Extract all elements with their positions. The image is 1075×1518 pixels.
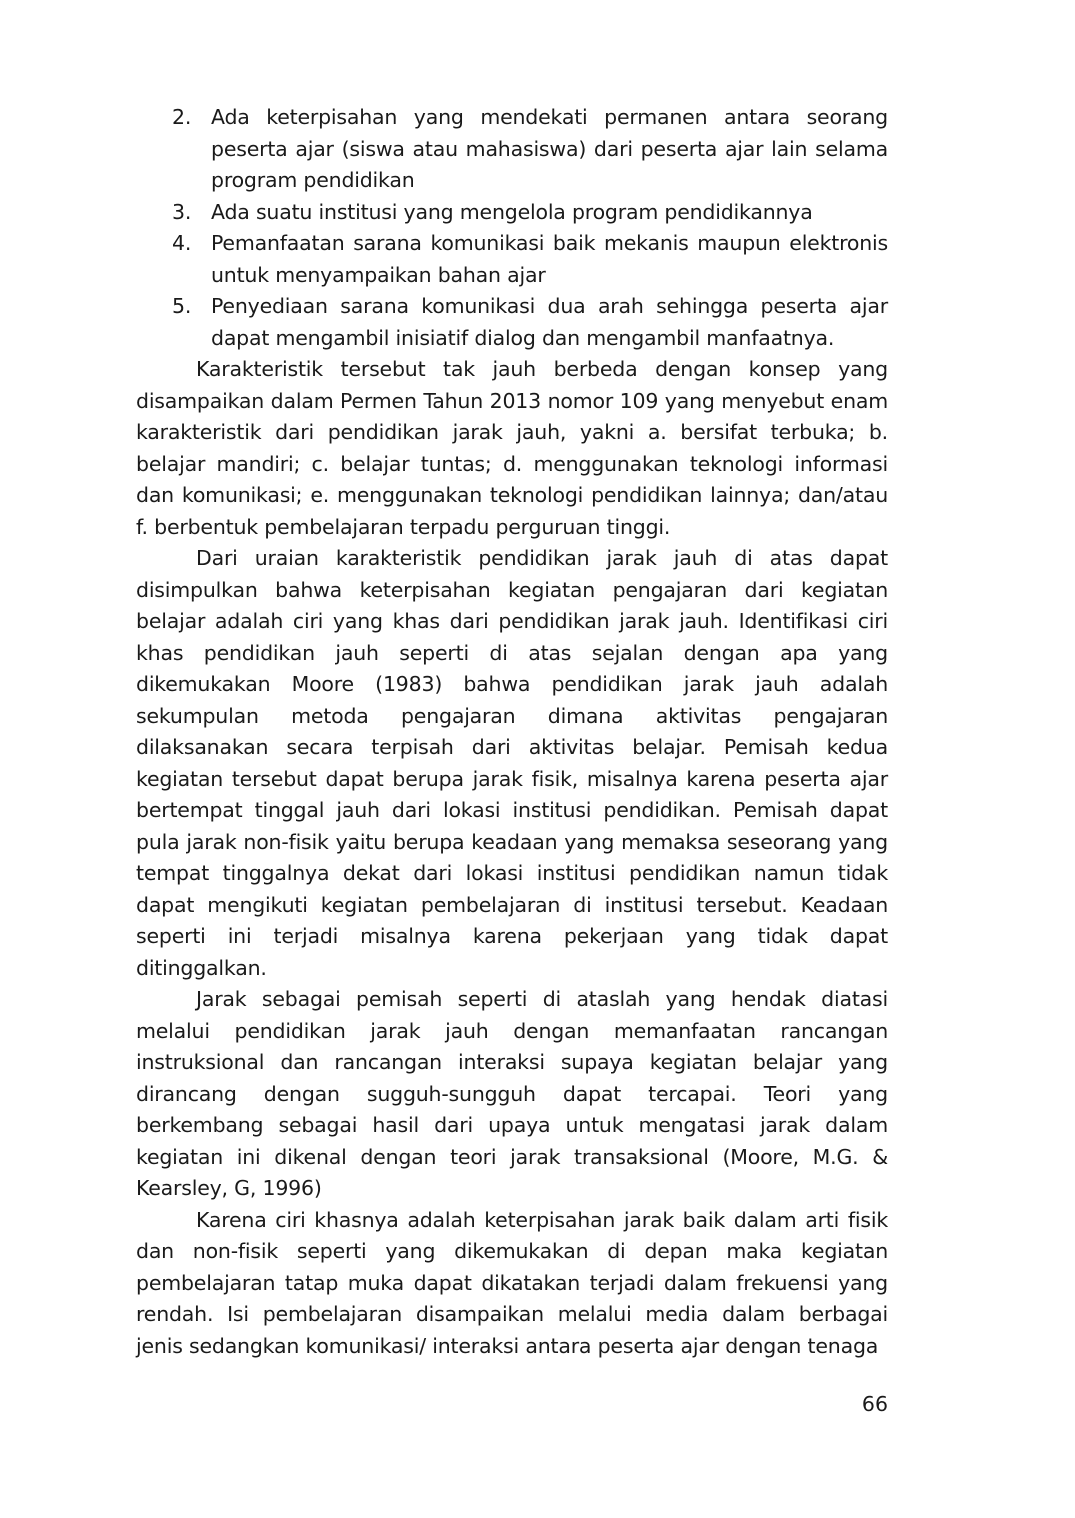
list-item-number: 3. — [172, 199, 192, 224]
list-item-text: Ada keterpisahan yang mendekati permanen antara seorang peserta ajar (siswa atau mahasiswa) dari peserta ajar lain selama program pendidikan — [211, 105, 888, 192]
list-item-number: 4. — [172, 231, 192, 255]
list-item-text: Ada suatu institusi yang mengelola program pendidikannya — [211, 199, 813, 224]
list-item — [136, 291, 888, 354]
page-number: 66 — [861, 1392, 888, 1416]
list-item — [136, 197, 888, 229]
page-body — [136, 102, 888, 1362]
paragraph-face-to-face: Karena ciri khasnya adalah keterpisahan jarak baik dalam arti fisik dan non-fisik seperti yang dikemukakan di depan maka kegiatan pembelajaran tatap muka dapat dikatakan terjadi dalam frekuensi yang rendah. Isi pembelajaran disampaikan melalui media dalam berbagai jenis sedangkan komunikasi/ interaksi antara peserta ajar dengan tenaga — [136, 1207, 888, 1358]
list-item-text: Pemanfaatan sarana komunikasi baik mekanis maupun elektronis untuk menyampaikan bahan ajar — [211, 231, 888, 287]
list-item-text: Penyediaan sarana komunikasi dua arah sehingga peserta ajar dapat mengambil inisiatif dialog dan mengambil manfaatnya. — [211, 294, 888, 350]
paragraph-distance-theory: Jarak sebagai pemisah seperti di ataslah yang hendak diatasi melalui pendidikan jarak jauh dengan memanfaatan rancangan instruksional dan rancangan interaksi supaya kegiatan belajar yang dirancang dengan sugguh-sungguh dapat tercapai. Teori yang berkembang sebagai hasil dari upaya untuk mengatasi jarak dalam kegiatan ini dikenal dengan teori jarak transaksional (Moore, M.G. & Kearsley, G, 1996) — [136, 987, 888, 1200]
list-item — [136, 228, 888, 291]
paragraph-characteristics: Karakteristik tersebut tak jauh berbeda dengan konsep yang disampaikan dalam Permen Tahun 2013 nomor 109 yang menyebut enam karakteristik dari pendidikan jarak jauh, yakni a. bersifat terbuka; b. belajar mandiri; c. belajar tuntas; d. menggunakan teknologi informasi dan komunikasi; e. menggunakan teknologi pendidikan lainnya; dan/atau f. berbentuk pembelajaran terpadu perguruan tinggi. — [136, 357, 888, 539]
list-item-number: 2. — [172, 105, 192, 129]
list-item — [136, 102, 888, 197]
paragraph-separation: Dari uraian karakteristik pendidikan jarak jauh di atas dapat disimpulkan bahwa keterpisahan kegiatan pengajaran dari kegiatan belajar adalah ciri yang khas dari pendidikan jarak jauh. Identifikasi ciri khas pendidikan jauh seperti di atas sejalan dengan apa yang dikemukakan Moore (1983) bahwa pendidikan jarak jauh adalah sekumpulan metoda pengajaran dimana aktivitas pengajaran dilaksanakan secara terpisah dari aktivitas belajar. Pemisah kedua kegiatan tersebut dapat berupa jarak fisik, misalnya karena peserta ajar bertempat tinggal jauh dari lokasi institusi pendidikan. Pemisah dapat pula jarak non-fisik yaitu berupa keadaan yang memaksa seseorang yang tempat tinggalnya dekat dari lokasi institusi pendidikan namun tidak dapat mengikuti kegiatan pembelajaran di institusi tersebut. Keadaan seperti ini terjadi misalnya karena pekerjaan yang tidak dapat ditinggalkan. — [136, 546, 888, 980]
numbered-list — [136, 102, 888, 354]
list-item-number: 5. — [172, 294, 192, 318]
